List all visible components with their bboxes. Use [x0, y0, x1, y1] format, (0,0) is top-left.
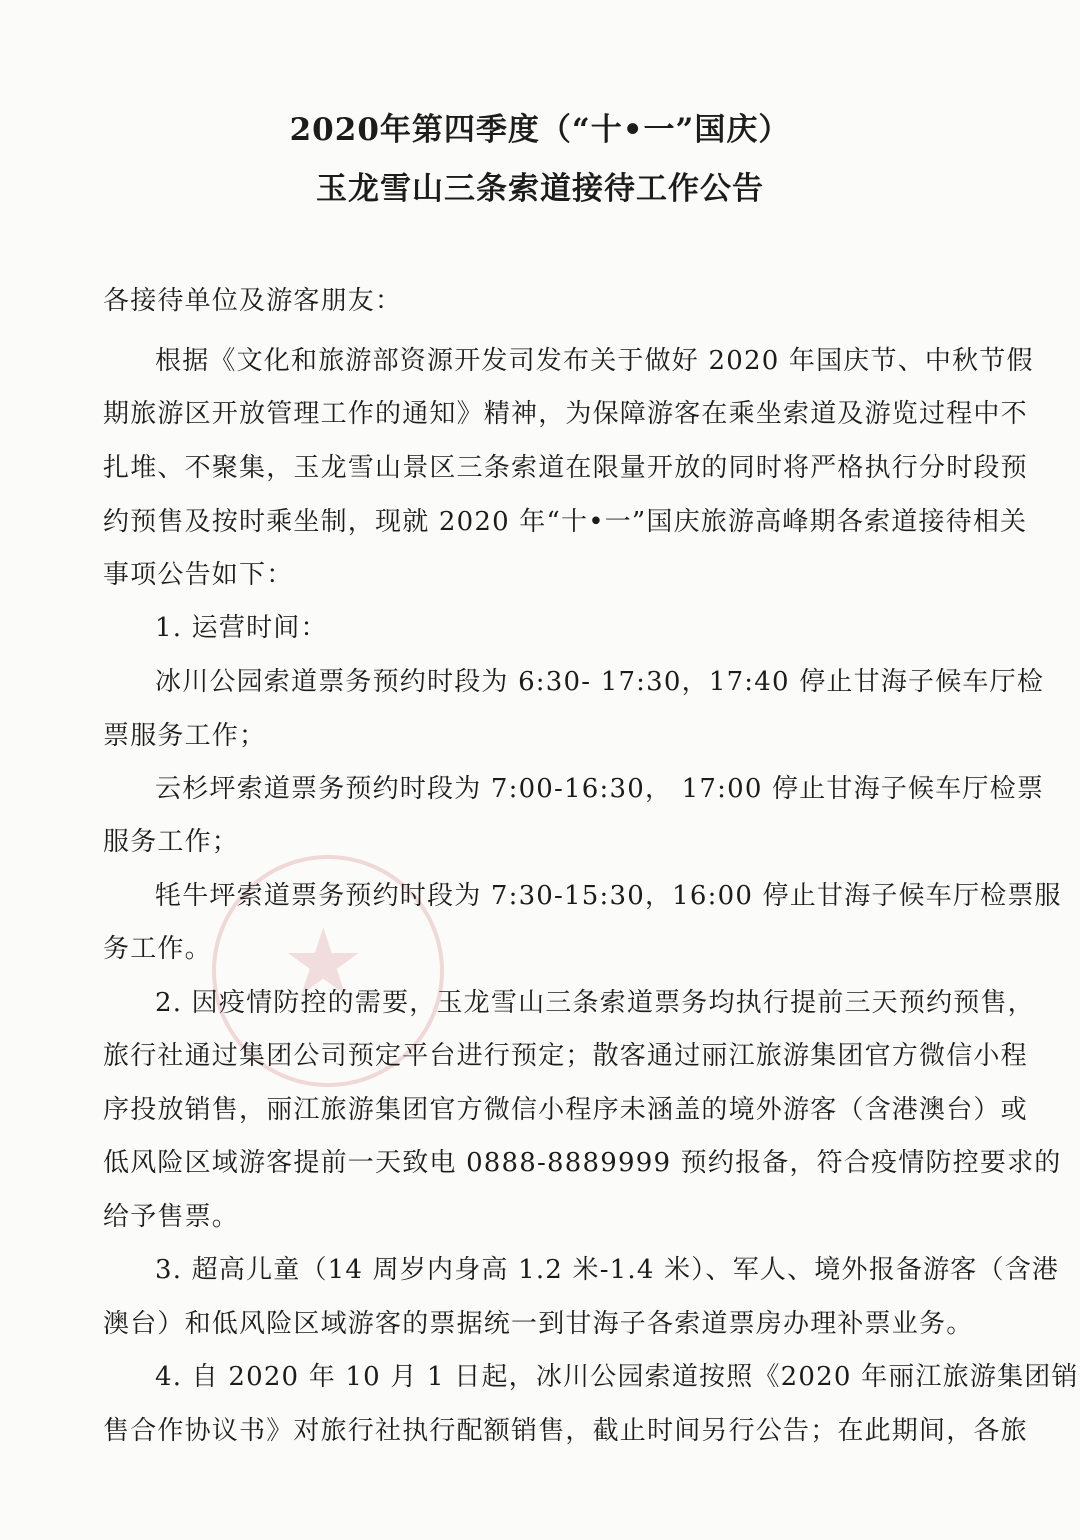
- paragraph-line: 约预售及按时乘坐制，现就 2020 年“十•一”国庆旅游高峰期各索道接待相关: [103, 507, 1028, 537]
- title-line-1: 2020年第四季度（“十•一”国庆）: [289, 112, 791, 148]
- paragraph-line: 冰川公园索道票务预约时段为 6:30- 17:30，17:40 停止甘海子候车厅检: [155, 667, 1045, 697]
- paragraph-line: 云杉坪索道票务预约时段为 7:00-16:30， 17:00 停止甘海子候车厅检票: [155, 774, 1045, 804]
- paragraph-line: 服务工作；: [103, 827, 240, 857]
- paragraph-line: 澳台）和低风险区域游客的票据统一到甘海子各索道票房办理补票业务。: [103, 1309, 974, 1339]
- paragraph-line: 牦牛坪索道票务预约时段为 7:30-15:30，16:00 停止甘海子候车厅检票服: [155, 881, 1062, 911]
- paragraph-line: 旅行社通过集团公司预定平台进行预定；散客通过丽江旅游集团官方微信小程: [103, 1041, 1028, 1071]
- section-heading-1: 1. 运营时间：: [155, 613, 328, 643]
- paragraph-line: 期旅游区开放管理工作的通知》精神，为保障游客在乘坐索道及游览过程中不: [103, 399, 1028, 429]
- title-line-2: 玉龙雪山三条索道接待工作公告: [316, 171, 764, 207]
- seal-star-icon: ★: [282, 909, 365, 1016]
- paragraph-line: 序投放销售，丽江旅游集团官方微信小程序未涵盖的境外游客（含港澳台）或: [103, 1095, 1028, 1125]
- paragraph-line: 4. 自 2020 年 10 月 1 日起，冰川公园索道按照《2020 年丽江旅游集团销: [155, 1362, 1079, 1392]
- paragraph-line: 事项公告如下：: [103, 560, 294, 590]
- paragraph-line: 扎堆、不聚集，玉龙雪山景区三条索道在限量开放的同时将严格执行分时段预: [103, 453, 1028, 483]
- paragraph-line: 3. 超高儿童（14 周岁内身高 1.2 米-1.4 米）、军人、境外报备游客（含港: [155, 1255, 1060, 1285]
- paragraph-line: 根据《文化和旅游部资源开发司发布关于做好 2020 年国庆节、中秋节假: [155, 346, 1034, 376]
- paragraph-line: 务工作。: [103, 934, 212, 964]
- paragraph-line: 售合作协议书》对旅行社执行配额销售，截止时间另行公告；在此期间，各旅: [103, 1416, 1028, 1446]
- paragraph-line: 票服务工作；: [103, 721, 267, 751]
- paragraph-line: 低风险区域游客提前一天致电 0888-8889999 预约报备，符合疫情防控要求的: [103, 1148, 1062, 1178]
- paragraph-line: 给予售票。: [103, 1202, 240, 1232]
- paragraph-line: 2. 因疫情防控的需要，玉龙雪山三条索道票务均执行提前三天预约预售，: [155, 988, 1035, 1018]
- salutation: 各接待单位及游客朋友：: [103, 286, 403, 316]
